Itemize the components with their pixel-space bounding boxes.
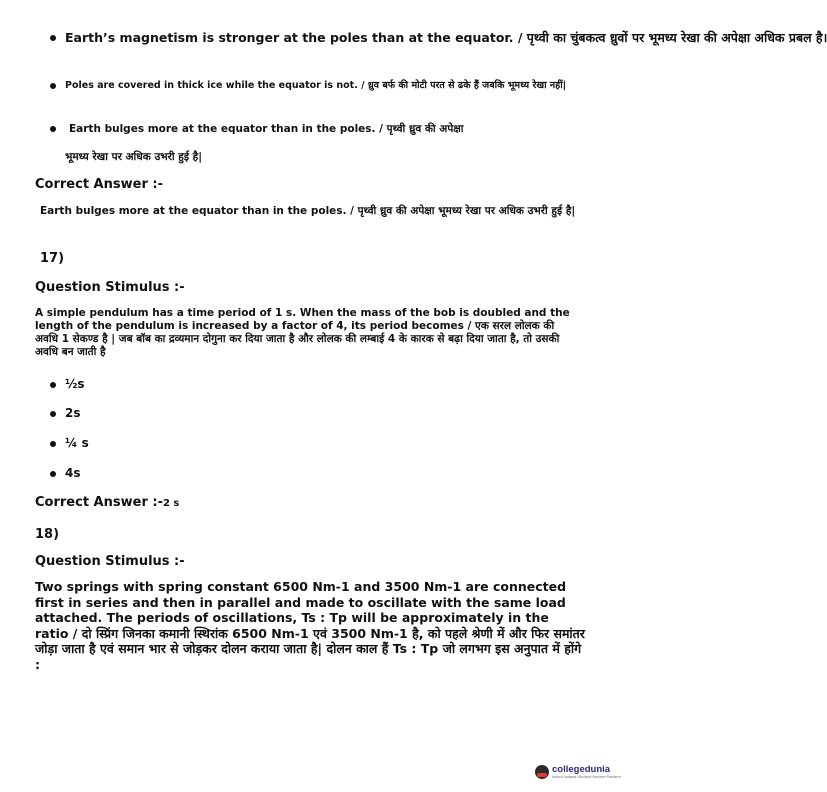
prev-option-3 [50,122,590,136]
prev-option-1-text: Earth’s magnetism is stronger at the poles than at the equator. / पृथ्वी का चुंबकत्व ध्रुवों पर भूमध्य रेखा की अपेक्षा अधिक प्रबल है। [65,30,827,45]
bullet-icon [50,83,56,89]
q17-option-3 [50,436,89,450]
bullet-icon [50,471,56,477]
q17-option-4 [50,466,81,480]
prev-option-2 [50,78,580,93]
q17-correct-answer-value: 2 s [162,498,180,509]
prev-option-1 [50,30,827,46]
q17-stimulus-label: Question Stimulus :- [35,280,185,295]
q16-correct-answer-label: Correct Answer :- [35,177,163,192]
prev-option-3-text: Earth bulges more at the equator than in the poles. / पृथ्वी ध्रुव की अपेक्षा [69,123,464,135]
q17-option-2-text: 2s [65,406,81,420]
q18-stimulus-label: Question Stimulus :- [35,554,185,569]
bullet-icon [50,382,56,388]
collegedunia-logo [535,764,621,779]
q17-option-2 [50,406,81,420]
brand-name: collegedunia [552,764,611,775]
q18-number: 18) [35,527,60,542]
bullet-icon [50,441,56,447]
q17-option-4-text: 4s [65,466,81,480]
q16-correct-answer-text: Earth bulges more at the equator than in the poles. / पृथ्वी ध्रुव की अपेक्षा भूमध्य रेखा पर अधिक उभरी हुई है| [40,205,576,217]
bullet-icon [50,35,56,41]
q17-option-3-text: ¼ s [65,436,89,450]
q17-stimulus: A simple pendulum has a time period of 1 s. When the mass of the bob is doubled and the length of the pendulum is increased by a factor of 4, its period becomes / एक सरल लोलक की अवधि 1 सेकण्ड है | जब बॉब का द्रव्यमान दोगुना कर दिया जाता है और लोलक की लम्बाई 4 के कारक से बढ़ा दिया जाता है, तो उसकी अवधि बन जाती है [35,307,570,358]
q17-option-1 [50,377,85,391]
bullet-icon [50,411,56,417]
brand-tagline: India's largest Student Review Platform [552,775,621,779]
q17-correct-answer-label: Correct Answer :- [35,495,163,510]
q17-number: 17) [40,251,65,266]
q17-correct-answer [35,495,179,510]
q18-stimulus: Two springs with spring constant 6500 Nm-1 and 3500 Nm-1 are connected first in series and then in parallel and made to oscillate with the same load attached. The periods of oscillations, Ts : Tp will be approximately in the ratio / दो स्प्रिंग जिनका कमानी स्थिरांक 6500 Nm-1 एवं 3500 Nm-1 है, को पहले श्रेणी में और फिर समांतर जोड़ा जाता है एवं समान भार से जोड़कर दोलन कराया जाता है| दोलन काल हैं Ts : Tp जो लगभग इस अनुपात में होंगे : [35,579,585,672]
prev-option-2-text: Poles are covered in thick ice while the equator is not. / ध्रुव बर्फ की मोटी परत से ढके हैं जबकि भूमध्य रेखा नहीं| [65,80,567,91]
collegedunia-logo-icon [535,765,549,779]
bullet-icon [50,126,56,132]
q17-option-1-text: ½s [65,377,85,391]
prev-option-3-cont: भूमध्य रेखा पर अधिक उभरी हुई है| [65,151,203,163]
